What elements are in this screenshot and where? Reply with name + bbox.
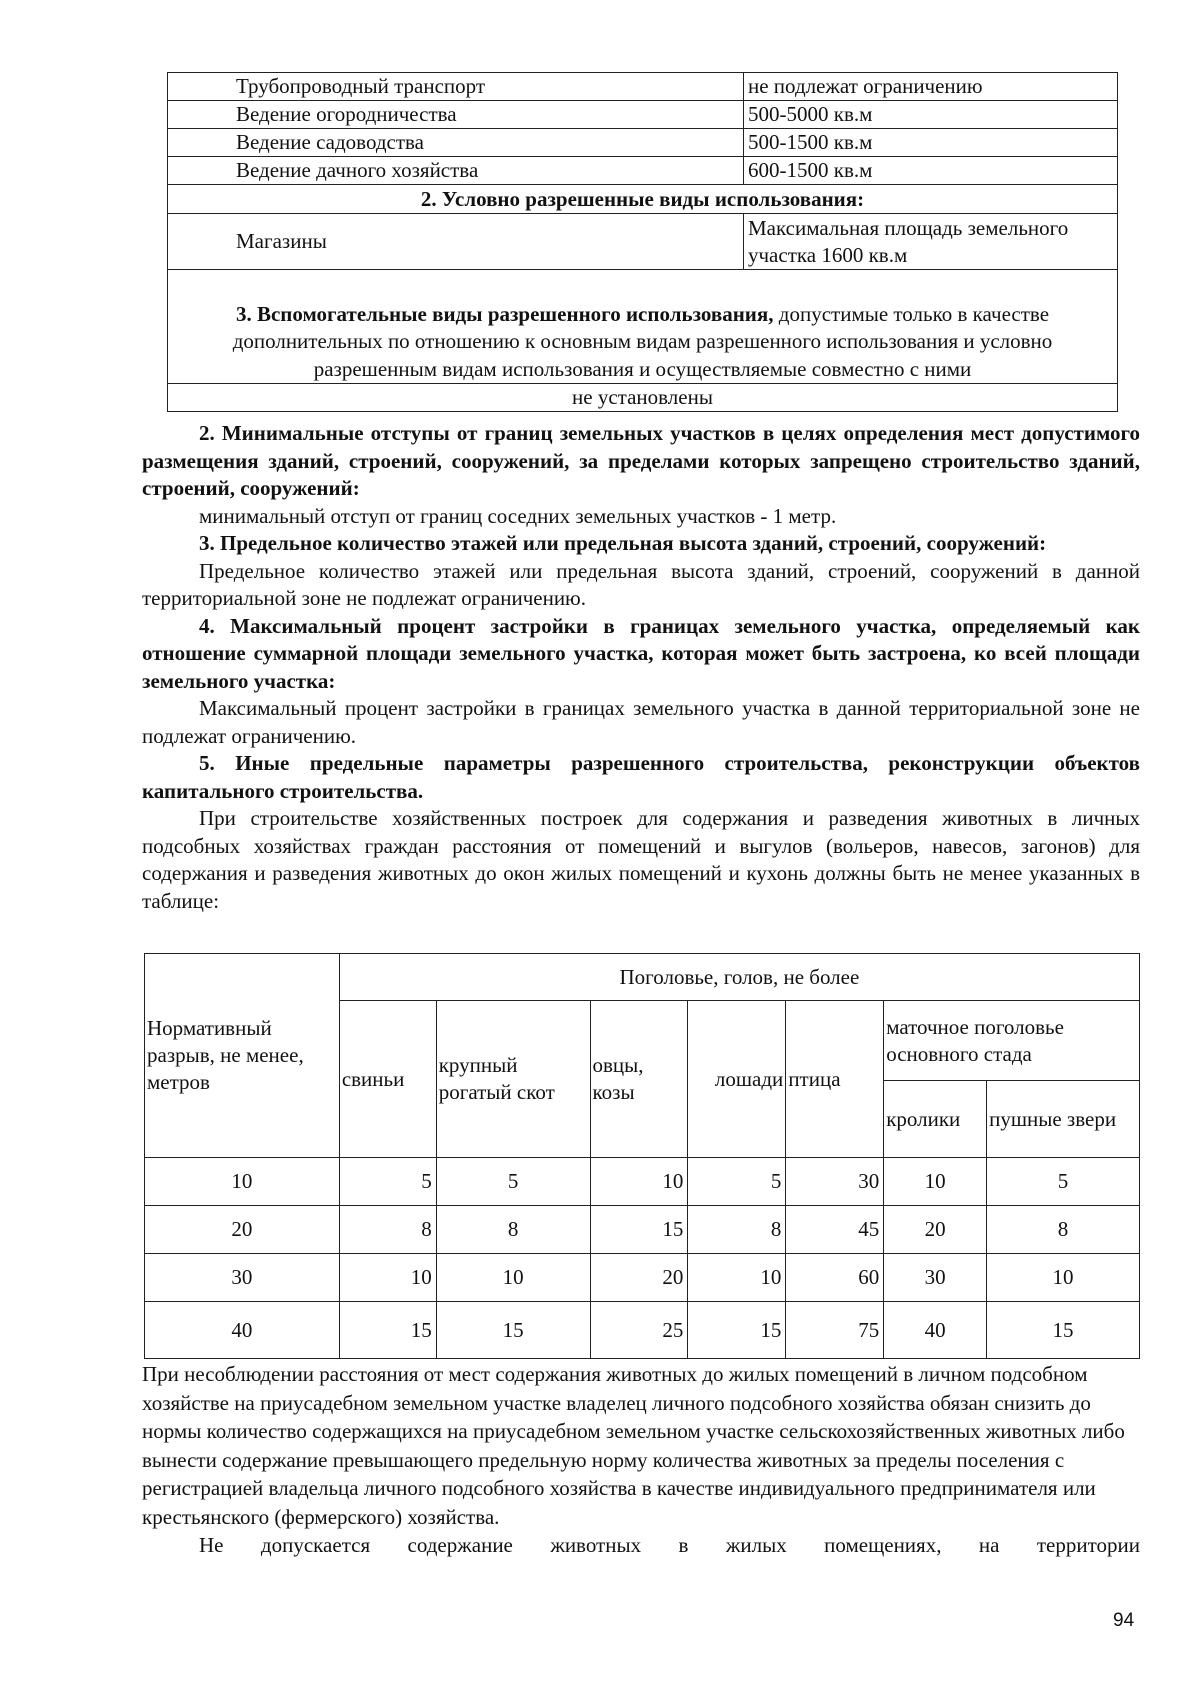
use-value: 500-1500 кв.м: [744, 129, 1118, 157]
use-name: Трубопроводный транспорт: [168, 73, 744, 101]
after-table-last-line: Не допускается содержание животных в жилых помещениях, на территории: [199, 1533, 1140, 1557]
value-cell: 15: [436, 1302, 590, 1359]
use-name: Ведение садоводства: [168, 129, 744, 157]
col-poultry: птица: [786, 1001, 884, 1158]
section3-title: 3. Вспомогательные виды разрешенного использования,: [235, 301, 774, 326]
value-cell: 5: [688, 1158, 786, 1206]
p4-text: Максимальный процент застройки в границах земельного участка в данной территориальной зоне не подлежат ограничению.: [142, 696, 1140, 748]
value-cell: 15: [590, 1206, 688, 1254]
p2-title: 2. Минимальные отступы от границ земельных участков в целях определения мест допустимого размещения зданий, строений, сооружений, за пределами которых запрещено строительство зданий, строений, сооружений:: [142, 421, 1140, 500]
p4-title: 4. Максимальный процент застройки в границах земельного участка, определяемый как отношение суммарной площади земельного участка, которая может быть застроена, ко всей площади земельного участка:: [142, 613, 1140, 693]
distance-header: Нормативный разрыв, не менее, метров: [145, 954, 340, 1158]
col-rabbits: кролики: [884, 1081, 987, 1158]
value-cell: 15: [339, 1302, 436, 1359]
section3-value: не установлены: [168, 384, 1118, 412]
distance-cell: 30: [145, 1254, 340, 1302]
value-cell: 5: [339, 1158, 436, 1206]
col-pigs: свиньи: [339, 1001, 436, 1158]
p5-text: При строительстве хозяйственных построек для содержания и разведения животных в личных подсобных хозяйствах граждан расстояния от помещений и выгулов (вольеров, навесов, загонов) для содержания и разведения животных до окон жилых помещений и кухонь должны быть не менее указанных в таблице:: [142, 806, 1140, 913]
value-cell: 10: [987, 1254, 1140, 1302]
animal-distance-table: [144, 953, 1140, 1359]
use-value: не подлежат ограничению: [744, 73, 1118, 101]
value-cell: 8: [339, 1206, 436, 1254]
page-number: 94: [1113, 1610, 1135, 1631]
p3-title: 3. Предельное количество этажей или предельная высота зданий, строений, сооружений:: [199, 531, 1047, 555]
shops-value-line2: участка 1600 кв.м: [748, 242, 908, 267]
distance-cell: 20: [145, 1206, 340, 1254]
use-name: Ведение огородничества: [168, 101, 744, 129]
distance-cell: 10: [145, 1158, 340, 1206]
table-row: [145, 1254, 1140, 1302]
use-value: 500-5000 кв.м: [744, 101, 1118, 129]
table-row: [145, 1206, 1140, 1254]
requirements-section: [142, 420, 1140, 915]
section2-title: 2. Условно разрешенные виды использования:: [168, 185, 1118, 214]
col-fur-animals: пушные звери: [987, 1081, 1140, 1158]
value-cell: 25: [590, 1302, 688, 1359]
value-cell: 5: [987, 1158, 1140, 1206]
p5-title: 5. Иные предельные параметры разрешенного строительства, реконструкции объектов капитального строительства.: [142, 751, 1140, 803]
use-name: Ведение дачного хозяйства: [168, 157, 744, 185]
value-cell: 20: [590, 1254, 688, 1302]
value-cell: 5: [436, 1158, 590, 1206]
value-cell: 45: [786, 1206, 884, 1254]
value-cell: 8: [688, 1206, 786, 1254]
shops-value-line1: Максимальная площадь земельного: [748, 215, 1069, 240]
value-cell: 60: [786, 1254, 884, 1302]
section3-description: допустимые только в качестве дополнительных по отношению к основным видам разрешенного использования и условно разрешенным видам использования и осуществляемые совместно с ними: [232, 301, 1053, 381]
permitted-use-table: [167, 72, 1118, 412]
shops-name: Магазины: [168, 214, 744, 270]
col-sheep-goats: овцы, козы: [590, 1001, 688, 1158]
p3-text: Предельное количество этажей или предельная высота зданий, строений, сооружений в данной территориальной зоне не подлежат ограничению.: [142, 558, 1140, 610]
value-cell: 15: [688, 1302, 786, 1359]
livestock-header: Поголовье, голов, не более: [339, 954, 1139, 1001]
value-cell: 10: [436, 1254, 590, 1302]
use-value: 600-1500 кв.м: [744, 157, 1118, 185]
col-breeding-stock: маточное поголовье основного стада: [884, 1001, 1140, 1081]
value-cell: 10: [688, 1254, 786, 1302]
value-cell: 8: [987, 1206, 1140, 1254]
col-horses: лошади: [688, 1001, 786, 1158]
value-cell: 8: [436, 1206, 590, 1254]
value-cell: 30: [884, 1254, 987, 1302]
value-cell: 10: [884, 1158, 987, 1206]
distance-cell: 40: [145, 1302, 340, 1359]
section3-cell: [168, 270, 1118, 384]
value-cell: 75: [786, 1302, 884, 1359]
table-row: [145, 1158, 1140, 1206]
value-cell: 40: [884, 1302, 987, 1359]
after-table-section: [142, 1360, 1140, 1560]
value-cell: 20: [884, 1206, 987, 1254]
value-cell: 15: [987, 1302, 1140, 1359]
table-row: [145, 1302, 1140, 1359]
value-cell: 30: [786, 1158, 884, 1206]
value-cell: 10: [339, 1254, 436, 1302]
col-cattle: крупный рогатый скот: [436, 1001, 590, 1158]
shops-value: [744, 214, 1118, 270]
after-table-text: При несоблюдении расстояния от мест содержания животных до жилых помещений в личном подсобном хозяйстве на приусадебном земельном участке владелец личного подсобного хозяйства обязан снизить до нормы количество содержащихся на приусадебном земельном участке сельскохозяйственных животных либо вынести содержание превышающего предельную норму количества животных за пределы поселения с регистрацией владельца личного подсобного хозяйства в качестве индивидуального предпринимателя или крестьянского (фермерского) хозяйства.: [142, 1362, 1125, 1529]
value-cell: 10: [590, 1158, 688, 1206]
p2-text: минимальный отступ от границ соседних земельных участков - 1 метр.: [199, 503, 837, 528]
